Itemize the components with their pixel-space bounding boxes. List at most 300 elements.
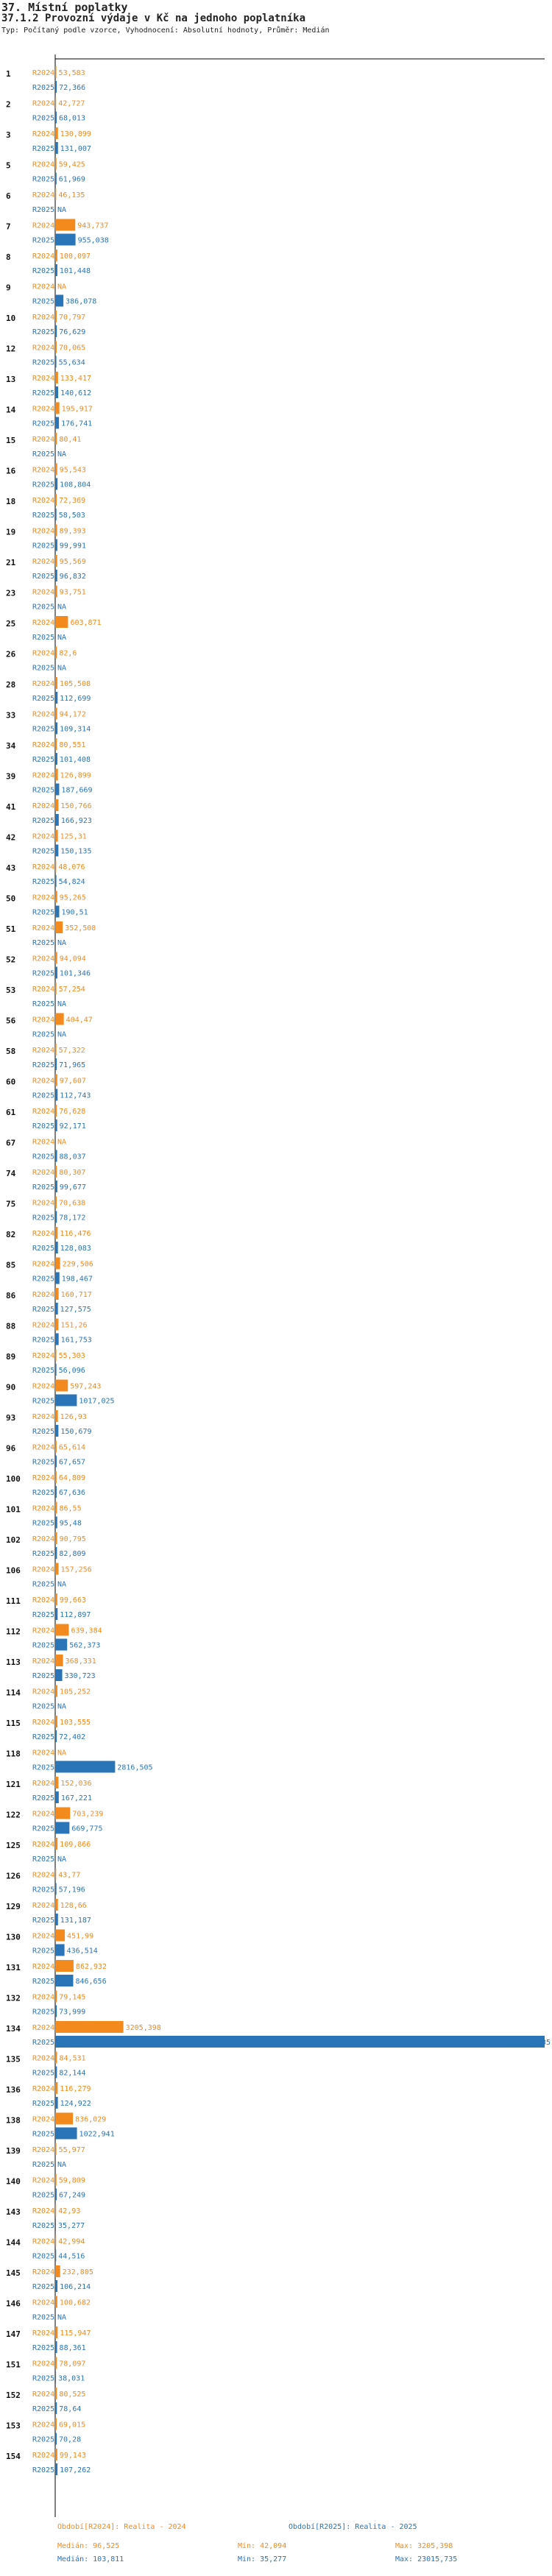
- group-label: 61: [6, 1108, 16, 1117]
- bar-r2024: [55, 1593, 57, 1605]
- data-label-r2025: 56,096: [58, 1367, 85, 1375]
- series-label-r2025: R2025: [32, 1489, 55, 1497]
- group-label: 3: [6, 130, 11, 140]
- series-label-r2024: R2024: [32, 1657, 55, 1666]
- bar-r2025: [55, 509, 57, 520]
- data-label-r2025: 112,699: [60, 695, 91, 703]
- group-label: 154: [6, 2452, 21, 2461]
- series-label-r2024: R2024: [32, 894, 55, 902]
- data-label-r2024: 404,47: [66, 1016, 93, 1025]
- footer-2025-min: Min: 35,277: [238, 2555, 287, 2563]
- group-label: 132: [6, 1993, 21, 2003]
- group-label: 67: [6, 1138, 16, 1148]
- bar-r2025: [55, 264, 57, 276]
- series-label-r2024: R2024: [32, 1780, 55, 1788]
- data-label-r2025: 88,361: [59, 2344, 86, 2352]
- series-label-r2025: R2025: [32, 175, 55, 184]
- bar-r2024: [55, 66, 57, 78]
- series-label-r2025: R2025: [32, 847, 55, 856]
- data-label-r2025: 669,775: [71, 1825, 103, 1833]
- data-label-r2024: 55,303: [58, 1352, 85, 1360]
- data-label-r2024: 100,682: [59, 2299, 91, 2307]
- data-label-r2024: 128,66: [60, 1902, 87, 1910]
- bar-r2024: [55, 1441, 57, 1453]
- data-label-r2024: 42,994: [58, 2237, 85, 2246]
- group-label: 2: [6, 99, 11, 110]
- series-label-r2025: R2025: [32, 1550, 55, 1558]
- bar-r2024: [55, 1563, 59, 1575]
- group-label: 19: [6, 527, 16, 537]
- group-label: 23: [6, 588, 16, 598]
- data-label-r2024: 368,331: [65, 1657, 96, 1666]
- group-label: 8: [6, 252, 11, 262]
- group-label: 134: [6, 2024, 21, 2034]
- series-label-r2025: R2025: [32, 114, 55, 123]
- series-label-r2025: R2025: [32, 1122, 55, 1130]
- series-label-r2025: R2025: [32, 1763, 55, 1772]
- bar-r2025: [55, 2463, 57, 2475]
- bar-r2024: [55, 1930, 65, 1942]
- bar-r2024: [55, 1838, 57, 1850]
- bar-r2025: [55, 692, 57, 704]
- bar-r2025: [55, 814, 59, 826]
- data-label-r2025: NA: [57, 603, 67, 612]
- series-label-r2024: R2024: [32, 619, 55, 627]
- data-label-r2025: 150,135: [60, 847, 92, 856]
- data-label-r2025: 131,007: [60, 145, 91, 153]
- data-label-r2024: 80,41: [59, 436, 82, 444]
- series-label-r2025: R2025: [32, 1825, 55, 1833]
- series-label-r2024: R2024: [32, 771, 55, 780]
- bar-r2024: [55, 1991, 57, 2003]
- bar-r2024: [55, 2388, 57, 2399]
- series-label-r2024: R2024: [32, 1963, 55, 1971]
- bar-r2025: [55, 1761, 115, 1773]
- series-label-r2025: R2025: [32, 1336, 55, 1345]
- data-label-r2024: 82,6: [59, 649, 77, 658]
- bar-r2024: [55, 1013, 64, 1025]
- bar-r2024: [55, 2113, 73, 2125]
- series-label-r2025: R2025: [32, 145, 55, 153]
- bar-r2024: [55, 2418, 57, 2430]
- series-label-r2024: R2024: [32, 1352, 55, 1360]
- bar-r2025: [55, 295, 63, 307]
- series-label-r2024: R2024: [32, 130, 55, 138]
- series-label-r2025: R2025: [32, 1153, 55, 1161]
- bar-r2024: [55, 158, 57, 170]
- data-label-r2024: 94,172: [59, 710, 86, 719]
- series-label-r2024: R2024: [32, 710, 55, 719]
- data-label-r2024: 115,947: [60, 2329, 91, 2338]
- group-label: 5: [6, 160, 11, 171]
- bar-r2024: [55, 1075, 57, 1086]
- data-label-r2025: 436,514: [66, 1947, 98, 1956]
- data-label-r2024: 232,805: [62, 2268, 93, 2276]
- data-label-r2025: 72,402: [59, 1733, 86, 1741]
- group-label: 121: [6, 1780, 21, 1789]
- series-label-r2025: R2025: [32, 389, 55, 397]
- bar-r2025: [55, 2128, 77, 2140]
- bar-r2024: [55, 2449, 57, 2460]
- data-label-r2025: 128,083: [60, 1245, 91, 1253]
- series-label-r2024: R2024: [32, 1504, 55, 1513]
- data-label-r2024: 80,307: [59, 1169, 86, 1177]
- bar-r2025: [55, 1334, 59, 1345]
- bar-r2025: [55, 1883, 57, 1895]
- series-label-r2025: R2025: [32, 2344, 55, 2352]
- data-label-r2024: 99,143: [59, 2452, 86, 2460]
- bar-r2024: [55, 738, 57, 750]
- data-label-r2024: 126,93: [60, 1413, 87, 1421]
- bar-r2025: [55, 1791, 59, 1803]
- bar-r2025: [55, 1395, 77, 1406]
- series-label-r2024: R2024: [32, 222, 55, 230]
- series-label-r2024: R2024: [32, 2391, 55, 2399]
- series-label-r2024: R2024: [32, 344, 55, 353]
- series-label-r2024: R2024: [32, 1993, 55, 2002]
- data-label-r2024: 53,583: [58, 69, 85, 77]
- series-label-r2024: R2024: [32, 191, 55, 199]
- bar-r2024: [55, 891, 57, 903]
- data-label-r2025: 124,922: [60, 2100, 91, 2108]
- group-label: 131: [6, 1963, 21, 1972]
- bar-r2025: [55, 2433, 57, 2445]
- group-label: 118: [6, 1749, 21, 1759]
- group-label: 39: [6, 771, 16, 782]
- series-label-r2025: R2025: [32, 1886, 55, 1894]
- bar-r2024: [55, 1471, 57, 1483]
- group-label: 146: [6, 2299, 21, 2309]
- series-label-r2025: R2025: [32, 1794, 55, 1802]
- data-label-r2024: 72,369: [59, 497, 86, 505]
- data-label-r2025: 112,897: [60, 1611, 91, 1619]
- data-label-r2025: 161,753: [60, 1336, 92, 1345]
- data-label-r2025: 131,187: [60, 1917, 91, 1925]
- bar-r2025: [55, 142, 58, 154]
- chart-subtitle: 37.1.2 Provozní výdaje v Kč na jednoho poplatníka: [1, 13, 306, 24]
- group-label: 25: [6, 619, 16, 629]
- data-label-r2025: NA: [57, 1580, 67, 1589]
- series-label-r2025: R2025: [32, 1214, 55, 1222]
- data-label-r2024: 99,663: [59, 1596, 87, 1604]
- series-label-r2024: R2024: [32, 1199, 55, 1208]
- data-label-r2024: 95,265: [59, 894, 86, 902]
- chart-meta: Typ: Počítaný podle vzorce, Vyhodnocení: Absolutní hodnoty, Průměr: Medián: [1, 26, 330, 35]
- group-label: 135: [6, 2054, 21, 2064]
- series-label-r2025: R2025: [32, 450, 55, 459]
- bar-r2024: [55, 708, 57, 720]
- bar-r2025: [55, 2097, 58, 2109]
- bar-r2025: [55, 2189, 57, 2201]
- bar-r2024: [55, 1044, 57, 1055]
- series-label-r2024: R2024: [32, 1443, 55, 1452]
- group-label: 86: [6, 1291, 16, 1301]
- data-label-r2025: 112,743: [60, 1091, 91, 1100]
- data-label-r2025: 82,809: [59, 1550, 86, 1558]
- data-label-r2024: 70,797: [59, 314, 86, 322]
- data-label-r2024: 95,543: [59, 466, 86, 475]
- series-label-r2025: R2025: [32, 2283, 55, 2291]
- bar-r2024: [55, 2265, 60, 2277]
- bar-r2024: [55, 311, 57, 322]
- series-label-r2025: R2025: [32, 1672, 55, 1680]
- series-label-r2025: R2025: [32, 2008, 55, 2017]
- data-label-r2024: 70,638: [59, 1199, 86, 1208]
- bar-r2024: [55, 494, 57, 506]
- data-label-r2024: 151,26: [60, 1321, 88, 1330]
- chart-footer: [0, 2521, 552, 2576]
- series-label-r2024: R2024: [32, 405, 55, 414]
- series-label-r2025: R2025: [32, 1367, 55, 1375]
- bar-r2024: [55, 1899, 58, 1911]
- group-label: 28: [6, 680, 16, 690]
- data-label-r2024: 195,917: [61, 405, 93, 414]
- series-label-r2024: R2024: [32, 1138, 55, 1147]
- group-label: 6: [6, 191, 11, 201]
- data-label-r2025: 150,679: [60, 1428, 92, 1436]
- group-label: 18: [6, 497, 16, 506]
- series-label-r2024: R2024: [32, 99, 55, 108]
- data-label-r2025: 190,51: [61, 908, 88, 917]
- group-label: 153: [6, 2421, 21, 2431]
- group-label: 10: [6, 314, 16, 323]
- data-label-r2025: NA: [57, 2161, 67, 2169]
- bar-r2025: [55, 1242, 58, 1253]
- data-label-r2025: NA: [57, 1702, 67, 1711]
- group-label: 102: [6, 1535, 21, 1545]
- bar-r2024: [55, 921, 63, 933]
- footer-2025-max: Max: 23015,735: [395, 2555, 458, 2563]
- data-label-r2025: 99,677: [59, 1183, 87, 1192]
- bar-r2025: [55, 1945, 65, 1956]
- data-label-r2024: NA: [57, 1138, 67, 1147]
- data-label-r2024: 836,029: [75, 2115, 107, 2124]
- bar-r2025: [55, 753, 57, 765]
- series-label-r2024: R2024: [32, 2421, 55, 2430]
- bar-r2024: [55, 2235, 56, 2247]
- data-label-r2025: NA: [57, 1855, 67, 1864]
- bar-r2025: [55, 234, 76, 246]
- footer-2024-min: Min: 42,094: [238, 2542, 287, 2550]
- series-label-r2024: R2024: [32, 1565, 55, 1574]
- bar-r2025: [55, 1456, 57, 1468]
- bar-r2024: [55, 1716, 57, 1727]
- data-label-r2025: NA: [57, 939, 67, 947]
- bar-r2024: [55, 1227, 57, 1239]
- series-label-r2025: R2025: [32, 512, 55, 520]
- bar-r2025: [55, 2219, 56, 2231]
- group-label: 51: [6, 924, 16, 934]
- series-label-r2025: R2025: [32, 297, 55, 306]
- series-label-r2025: R2025: [32, 1428, 55, 1436]
- series-label-r2024: R2024: [32, 2146, 55, 2154]
- bar-r2025: [55, 570, 57, 581]
- series-label-r2024: R2024: [32, 955, 55, 963]
- group-label: 106: [6, 1565, 21, 1576]
- data-label-r2024: 703,239: [72, 1810, 104, 1819]
- group-label: 14: [6, 405, 16, 415]
- group-label: 130: [6, 1932, 21, 1942]
- data-label-r2024: 57,322: [58, 1047, 85, 1055]
- group-label: 90: [6, 1382, 16, 1393]
- data-label-r2025: 95,48: [59, 1519, 82, 1528]
- data-label-r2025: 92,171: [59, 1122, 86, 1130]
- group-label: 122: [6, 1810, 21, 1820]
- group-label: 13: [6, 375, 16, 384]
- bar-r2024: [55, 1624, 68, 1636]
- series-label-r2024: R2024: [32, 2085, 55, 2093]
- data-label-r2024: 78,097: [59, 2360, 86, 2368]
- bar-r2024: [55, 2143, 57, 2155]
- group-label: 139: [6, 2146, 21, 2156]
- footer-2024-title: Období[R2024]: Realita - 2024: [57, 2523, 186, 2531]
- data-label-r2024: 69,015: [58, 2421, 86, 2430]
- data-label-r2024: 90,795: [59, 1535, 86, 1543]
- bar-r2025: [55, 112, 57, 124]
- bar-r2025: [55, 1058, 57, 1070]
- group-label: 152: [6, 2391, 21, 2400]
- series-label-r2024: R2024: [32, 1902, 55, 1910]
- data-label-r2024: 130,899: [60, 130, 91, 138]
- series-label-r2025: R2025: [32, 634, 55, 642]
- data-label-r2024: 70,065: [59, 344, 86, 353]
- group-label: 111: [6, 1596, 21, 1606]
- bar-r2025: [55, 906, 60, 918]
- bar-r2024: [55, 952, 57, 964]
- data-label-r2025: 88,037: [59, 1153, 86, 1161]
- series-label-r2025: R2025: [32, 2100, 55, 2108]
- series-label-r2024: R2024: [32, 1871, 55, 1880]
- series-label-r2025: R2025: [32, 1855, 55, 1864]
- bar-r2025: [55, 173, 57, 185]
- series-label-r2025: R2025: [32, 1245, 55, 1253]
- series-label-r2024: R2024: [32, 1474, 55, 1482]
- group-label: 34: [6, 741, 16, 751]
- bar-r2025: [55, 325, 57, 337]
- footer-2025-title: Období[R2025]: Realita - 2025: [289, 2523, 417, 2531]
- data-label-r2025: 106,214: [60, 2283, 91, 2291]
- footer-2024-median: Medián: 96,525: [57, 2542, 120, 2550]
- bar-r2024: [55, 1288, 59, 1300]
- series-label-r2024: R2024: [32, 1169, 55, 1177]
- data-label-r2024: 125,31: [60, 832, 87, 841]
- group-label: 126: [6, 1871, 21, 1881]
- bar-r2025: [55, 723, 57, 735]
- data-label-r2024: 639,384: [71, 1627, 102, 1635]
- data-label-r2024: 76,628: [59, 1108, 86, 1116]
- bar-r2024: [55, 250, 57, 261]
- data-label-r2025: 140,612: [60, 389, 92, 397]
- series-label-r2024: R2024: [32, 832, 55, 841]
- group-label: 21: [6, 558, 16, 567]
- series-label-r2025: R2025: [32, 2252, 55, 2261]
- bar-r2025: [55, 1669, 63, 1681]
- group-label: 58: [6, 1047, 16, 1056]
- group-label: 42: [6, 832, 16, 843]
- group-label: 60: [6, 1077, 16, 1087]
- bar-r2024: [55, 1105, 57, 1117]
- bar-r2024: [55, 1808, 70, 1819]
- data-label-r2024: 3205,398: [125, 2024, 161, 2032]
- series-label-r2024: R2024: [32, 2176, 55, 2185]
- page-title: 37. Místní poplatky: [1, 1, 128, 14]
- series-label-r2024: R2024: [32, 2024, 55, 2032]
- bar-r2024: [55, 1502, 57, 1514]
- data-label-r2025: 70,28: [59, 2435, 82, 2444]
- data-label-r2025: 57,196: [58, 1886, 85, 1894]
- data-label-r2025: NA: [57, 634, 67, 642]
- series-label-r2025: R2025: [32, 1306, 55, 1314]
- series-label-r2024: R2024: [32, 2299, 55, 2307]
- bar-r2024: [55, 2357, 57, 2369]
- group-label: 100: [6, 1474, 21, 1484]
- series-label-r2025: R2025: [32, 1183, 55, 1192]
- data-label-r2025: 67,657: [58, 1458, 86, 1467]
- data-label-r2025: NA: [57, 664, 67, 673]
- data-label-r2024: 229,506: [62, 1260, 93, 1269]
- series-label-r2024: R2024: [32, 2115, 55, 2124]
- series-label-r2025: R2025: [32, 1091, 55, 1100]
- data-label-r2024: 160,717: [60, 1291, 92, 1299]
- data-label-r2024: 65,614: [58, 1443, 86, 1452]
- series-label-r2024: R2024: [32, 588, 55, 597]
- series-label-r2025: R2025: [32, 695, 55, 703]
- data-label-r2025: NA: [57, 1030, 67, 1039]
- data-label-r2024: NA: [57, 1749, 67, 1758]
- series-label-r2024: R2024: [32, 69, 55, 77]
- series-label-r2024: R2024: [32, 1719, 55, 1727]
- series-label-r2025: R2025: [32, 2161, 55, 2169]
- bar-r2025: [55, 2341, 57, 2353]
- group-label: 115: [6, 1719, 21, 1728]
- data-label-r2025: NA: [57, 450, 67, 459]
- data-label-r2024: 95,569: [59, 558, 86, 566]
- data-label-r2024: 116,279: [60, 2085, 91, 2093]
- series-label-r2024: R2024: [32, 1108, 55, 1116]
- group-label: 129: [6, 1902, 21, 1911]
- bar-r2024: [55, 1532, 57, 1544]
- data-label-r2025: 187,669: [61, 786, 93, 795]
- group-label: 1: [6, 69, 11, 79]
- data-label-r2025: 107,262: [60, 2466, 91, 2474]
- data-label-r2024: 48,076: [58, 863, 85, 871]
- group-label: 114: [6, 1688, 21, 1698]
- series-label-r2024: R2024: [32, 1413, 55, 1421]
- bar-r2024: [55, 1869, 56, 1880]
- data-label-r2025: 38,031: [58, 2374, 85, 2383]
- group-label: 147: [6, 2329, 21, 2339]
- group-label: 15: [6, 436, 16, 445]
- series-label-r2025: R2025: [32, 206, 55, 214]
- bar-r2024: [55, 2204, 56, 2216]
- data-label-r2024: 89,393: [59, 527, 86, 536]
- group-label: 151: [6, 2360, 21, 2370]
- data-label-r2025: 44,516: [58, 2252, 85, 2261]
- bar-r2025: [55, 1914, 58, 1925]
- data-label-r2025: 73,999: [59, 2008, 86, 2017]
- bar-r2025: [55, 875, 57, 887]
- bar-r2024: [55, 1166, 57, 1178]
- data-label-r2024: 597,243: [70, 1382, 102, 1391]
- data-label-r2025: 2816,505: [117, 1763, 153, 1772]
- series-label-r2024: R2024: [32, 863, 55, 871]
- series-label-r2024: R2024: [32, 497, 55, 505]
- group-label: 56: [6, 1016, 16, 1026]
- group-label: 113: [6, 1657, 21, 1667]
- footer-2025-median: Medián: 103,811: [57, 2555, 124, 2563]
- data-label-r2025: 72,366: [59, 84, 86, 92]
- bar-r2024: [55, 342, 57, 353]
